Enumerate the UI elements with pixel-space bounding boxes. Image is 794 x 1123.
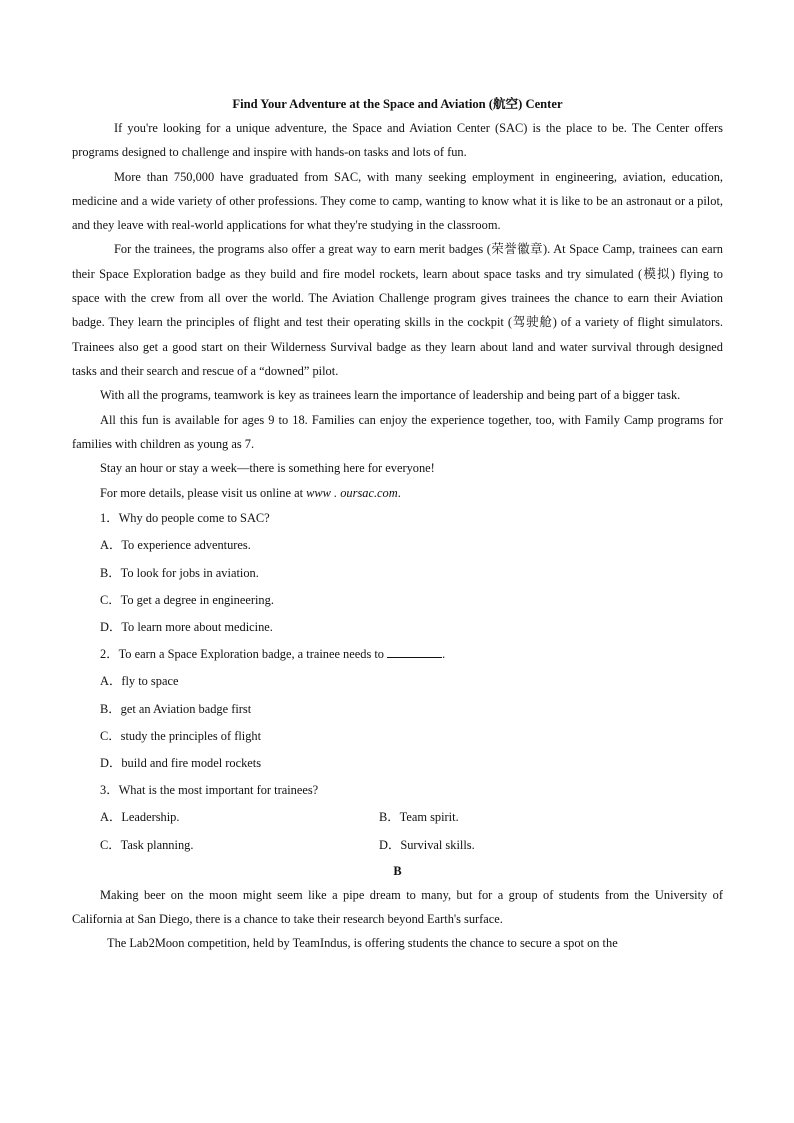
question-2-option-b: B．get an Aviation badge first <box>100 701 252 716</box>
section-b-paragraph-1: Making beer on the moon might seem like a pipe dream to many, but for a group of students from the University of California at San Diego, there is a chance to take their research beyond Earth's surface. <box>72 887 723 927</box>
question-3-option-c: C．Task planning. <box>100 837 194 852</box>
question-2-text: 2．To earn a Space Exploration badge, a trainee needs to <box>100 647 388 662</box>
passage-paragraph-3: For the trainees, the programs also offer a great way to earn merit badges (荣誉徽章). At Space Camp, trainees can earn their Space Exploration badge as they build and fire model rockets, learn about space tasks and try simulated (模拟) flying to space with the crew from all over the world. The Aviation Challenge program gives trainees the chance to earn their Aviation badge. They learn the principles of flight and test their operating skills in the cockpit (驾驶舱) of a variety of flight simulators. Trainees also get a good start on their Wilderness Survival badge as they learn about land and water survival through designed tasks and their search and rescue of a “downed” pilot. <box>72 242 723 378</box>
passage-paragraph-5: All this fun is available for ages 9 to 18. Families can enjoy the experience together, too, with Family Camp programs for families with children as young as 7. <box>72 412 723 451</box>
question-3-options-row-2 <box>72 832 723 859</box>
question-3-stem: 3．What is the most important for trainees? <box>100 783 319 798</box>
passage-paragraph-4: With all the programs, teamwork is key as trainees learn the importance of leadership and being part of a bigger task. <box>100 388 681 403</box>
question-2-end: . <box>442 647 446 662</box>
question-1-option-d: D．To learn more about medicine. <box>100 619 273 634</box>
question-3-options-row-1 <box>72 804 723 831</box>
question-2-option-a: A．fly to space <box>100 674 179 689</box>
website-url: www . oursac.com <box>306 485 398 500</box>
passage-paragraph-7 <box>72 481 723 506</box>
question-1-option-c: C．To get a degree in engineering. <box>100 592 274 607</box>
section-b-heading: B <box>393 863 402 878</box>
question-3-option-a: A．Leadership. <box>100 810 180 825</box>
passage-paragraph-1: If you're looking for a unique adventure, the Space and Aviation Center (SAC) is the place to be. The Center offers programs designed to challenge and inspire with hands-on tasks and lots of fun. <box>72 121 723 160</box>
question-1-option-a: A．To experience adventures. <box>100 538 251 553</box>
question-3-option-d: D．Survival skills. <box>379 837 475 852</box>
passage-title: Find Your Adventure at the Space and Aviation (航空) Center <box>232 97 563 111</box>
answer-blank <box>387 646 442 658</box>
question-2-option-c: C．study the principles of flight <box>100 728 262 743</box>
question-3-option-b: B．Team spirit. <box>379 810 459 825</box>
passage-paragraph-2: More than 750,000 have graduated from SAC, with many seeking employment in engineering, aviation, education, medicine and a wide variety of other professions. They come to camp, wanting to know what it is like to be an astronaut or a pilot, and they leave with real-world applications for what they're studying in the classroom. <box>72 169 723 233</box>
details-suffix: . <box>397 485 401 500</box>
section-b-paragraph-2: The Lab2Moon competition, held by TeamIndus, is offering students the chance to secure a spot on the <box>107 936 618 951</box>
question-2-stem <box>72 641 723 668</box>
details-prefix: For more details, please visit us online at <box>100 485 307 500</box>
question-2-option-d: D．build and fire model rockets <box>100 755 262 770</box>
document-page <box>72 92 723 956</box>
passage-paragraph-6: Stay an hour or stay a week—there is something here for everyone! <box>100 461 435 476</box>
question-1-option-b: B．To look for jobs in aviation. <box>100 565 259 580</box>
question-1-stem: 1．Why do people come to SAC? <box>100 511 270 526</box>
